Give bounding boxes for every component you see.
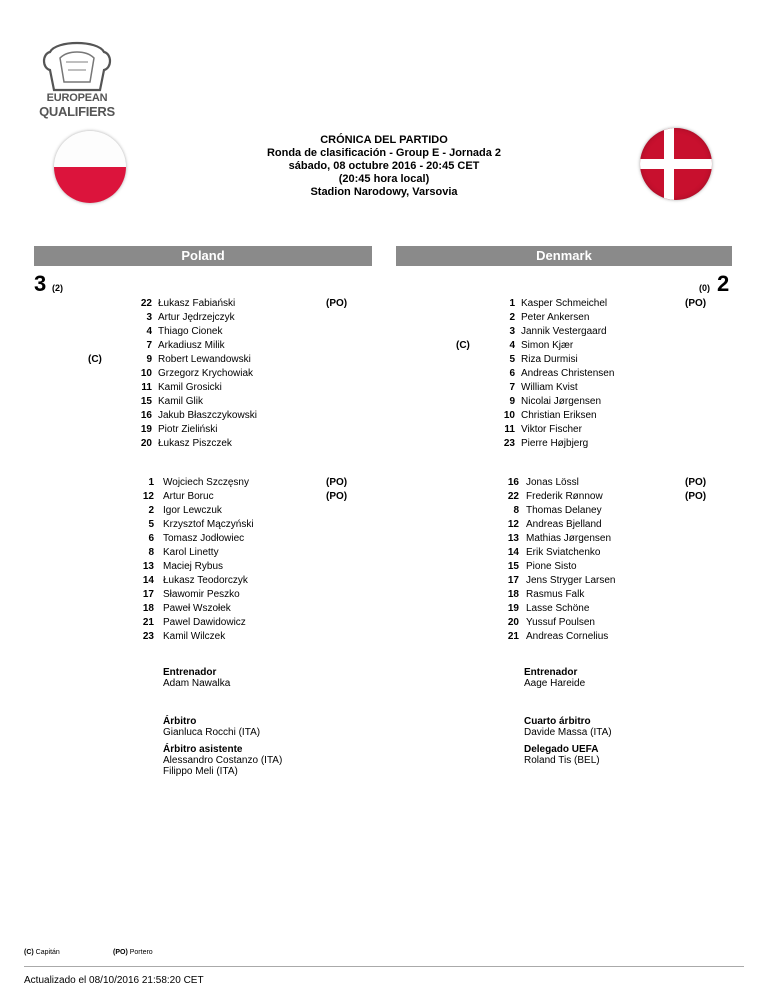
shirt-number: 3 — [146, 312, 152, 323]
away-halftime-score: (0) — [699, 283, 710, 293]
shirt-number: 21 — [142, 617, 154, 628]
player-name: Frederik Rønnow — [526, 491, 603, 502]
legend-gk-code: (PO) — [113, 949, 128, 956]
player-name: Erik Sviatchenko — [526, 547, 601, 558]
shirt-number: 16 — [140, 410, 152, 421]
away-coach-name: Aage Hareide — [524, 678, 586, 689]
shirt-number: 5 — [509, 354, 515, 365]
away-team-bar: Denmark — [396, 246, 732, 266]
shirt-number: 15 — [507, 561, 519, 572]
shirt-number: 6 — [148, 533, 154, 544]
position-marker: (PO) — [326, 477, 348, 488]
shirt-number: 12 — [507, 519, 519, 530]
match-header — [150, 134, 618, 199]
shirt-number: 22 — [507, 491, 519, 502]
denmark-flag-icon — [640, 128, 712, 200]
player-name: Łukasz Teodorczyk — [163, 575, 248, 586]
player-name: Kamil Grosicki — [158, 382, 222, 393]
legend-gk-text: Portero — [129, 949, 153, 956]
legend-goalkeeper — [113, 949, 153, 956]
fourth-official-name: Davide Massa (ITA) — [524, 727, 612, 738]
home-coach-block — [163, 667, 230, 689]
shirt-number: 13 — [142, 561, 154, 572]
uefa-qualifiers-logo — [38, 38, 116, 119]
shirt-number: 15 — [140, 396, 152, 407]
shirt-number: 4 — [146, 326, 152, 337]
player-name: Jens Stryger Larsen — [526, 575, 616, 586]
player-name: Łukasz Piszczek — [158, 438, 232, 449]
position-marker: (PO) — [326, 298, 348, 309]
player-name: Viktor Fischer — [521, 424, 582, 435]
player-name: Pawel Dawidowicz — [163, 617, 246, 628]
shirt-number: 13 — [507, 533, 519, 544]
shirt-number: 9 — [146, 354, 152, 365]
shirt-number: 11 — [141, 382, 152, 393]
player-name: Arkadiusz Milik — [158, 340, 225, 351]
player-name: Tomasz Jodłowiec — [163, 533, 245, 544]
away-coach-label: Entrenador — [524, 667, 578, 678]
assistant-referee-2: Filippo Meli (ITA) — [163, 766, 238, 777]
uefa-delegate-block — [524, 744, 600, 766]
shirt-number: 20 — [140, 438, 152, 449]
shirt-number: 18 — [507, 589, 519, 600]
player-name: Pierre Højbjerg — [521, 438, 589, 449]
player-name: Wojciech Szczęsny — [163, 477, 249, 488]
fourth-official-label: Cuarto árbitro — [524, 716, 591, 727]
player-name: Andreas Cornelius — [526, 631, 609, 642]
player-name: Thiago Cionek — [158, 326, 223, 337]
player-name: Christian Eriksen — [521, 410, 597, 421]
player-name: Sławomir Peszko — [163, 589, 240, 600]
shirt-number: 7 — [509, 382, 515, 393]
local-time: (20:45 hora local) — [338, 173, 430, 185]
poland-flag-icon — [54, 131, 126, 203]
shirt-number: 16 — [507, 477, 519, 488]
referee-block — [163, 716, 260, 738]
home-halftime-score: (2) — [52, 283, 63, 293]
shirt-number: 3 — [509, 326, 515, 337]
player-name: Mathias Jørgensen — [526, 533, 612, 544]
player-name: Andreas Bjelland — [526, 519, 602, 530]
player-name: Paweł Wszołek — [163, 603, 231, 614]
player-name: Rasmus Falk — [526, 589, 585, 600]
player-name: Karol Linetty — [163, 547, 219, 558]
shirt-number: 19 — [140, 424, 152, 435]
player-name: Piotr Zieliński — [158, 424, 218, 435]
shirt-number: 10 — [503, 410, 515, 421]
player-name: Pione Sisto — [526, 561, 577, 572]
legend-captain — [24, 949, 60, 956]
shirt-number: 4 — [509, 340, 515, 351]
report-title: CRÓNICA DEL PARTIDO — [320, 134, 448, 146]
captain-marker: (C) — [456, 340, 470, 351]
shirt-number: 19 — [507, 603, 519, 614]
player-name: Simon Kjær — [521, 340, 574, 351]
shirt-number: 14 — [507, 547, 519, 558]
player-name: Łukasz Fabiański — [158, 298, 236, 309]
fourth-official-block — [524, 716, 612, 738]
home-coach-label: Entrenador — [163, 667, 217, 678]
player-name: Yussuf Poulsen — [526, 617, 595, 628]
referee-label: Árbitro — [163, 716, 197, 727]
player-name: Kasper Schmeichel — [521, 298, 608, 309]
shirt-number: 9 — [509, 396, 515, 407]
uefa-delegate-name: Roland Tis (BEL) — [524, 755, 600, 766]
assistant-referee-block — [163, 744, 282, 777]
captain-marker: (C) — [88, 354, 102, 365]
position-marker: (PO) — [685, 298, 707, 309]
footer-divider — [24, 966, 744, 967]
position-marker: (PO) — [326, 491, 348, 502]
player-name: Jonas Lössl — [526, 477, 579, 488]
shirt-number: 12 — [142, 491, 154, 502]
uefa-delegate-label: Delegado UEFA — [524, 744, 599, 755]
player-name: Jakub Błaszczykowski — [158, 410, 257, 421]
player-name: Kamil Glik — [158, 396, 204, 407]
round-info: Ronda de clasificación - Group E - Jornada 2 — [266, 147, 502, 159]
player-name: Kamil Wilczek — [163, 631, 226, 642]
shirt-number: 14 — [142, 575, 154, 586]
home-team-bar: Poland — [34, 246, 372, 266]
player-name: Andreas Christensen — [521, 368, 615, 379]
home-coach-name: Adam Nawalka — [163, 678, 231, 689]
trophy-logo-icon — [38, 38, 116, 94]
venue: Stadion Narodowy, Varsovia — [310, 186, 458, 198]
legend-captain-code: (C) — [24, 949, 34, 956]
player-name: Thomas Delaney — [526, 505, 602, 516]
away-coach-block — [524, 667, 585, 689]
player-name: Jannik Vestergaard — [521, 326, 607, 337]
player-name: Krzysztof Mączyński — [163, 519, 254, 530]
assistant-referee-label: Árbitro asistente — [163, 744, 243, 755]
logo-line-2: QUALIFIERS — [39, 104, 115, 119]
shirt-number: 1 — [148, 477, 154, 488]
player-name: Peter Ankersen — [521, 312, 590, 323]
assistant-referee-1: Alessandro Costanzo (ITA) — [163, 755, 283, 766]
shirt-number: 20 — [507, 617, 519, 628]
player-name: Artur Boruc — [163, 491, 214, 502]
shirt-number: 2 — [509, 312, 515, 323]
player-name: Igor Lewczuk — [163, 505, 222, 516]
player-name: Nicolai Jørgensen — [521, 396, 602, 407]
last-updated: Actualizado el 08/10/2016 21:58:20 CET — [24, 975, 204, 986]
player-name: Artur Jędrzejczyk — [158, 312, 235, 323]
player-name: Robert Lewandowski — [158, 354, 251, 365]
shirt-number: 18 — [142, 603, 154, 614]
shirt-number: 2 — [148, 505, 154, 516]
shirt-number: 17 — [507, 575, 519, 586]
position-marker: (PO) — [685, 477, 707, 488]
player-name: Riza Durmisi — [521, 354, 578, 365]
away-score: 2 — [717, 271, 730, 296]
referee-name: Gianluca Rocchi (ITA) — [163, 727, 261, 738]
home-score: 3 — [34, 271, 47, 296]
shirt-number: 7 — [146, 340, 152, 351]
shirt-number: 23 — [142, 631, 154, 642]
player-name: Lasse Schöne — [526, 603, 590, 614]
logo-line-1: EUROPEAN — [46, 92, 108, 104]
shirt-number: 17 — [142, 589, 154, 600]
shirt-number: 1 — [509, 298, 515, 309]
shirt-number: 8 — [513, 505, 519, 516]
player-name: William Kvist — [521, 382, 578, 393]
shirt-number: 6 — [509, 368, 515, 379]
player-name: Grzegorz Krychowiak — [158, 368, 254, 379]
shirt-number: 5 — [148, 519, 154, 530]
position-marker: (PO) — [685, 491, 707, 502]
shirt-number: 23 — [503, 438, 515, 449]
player-name: Maciej Rybus — [163, 561, 224, 572]
legend-captain-text: Capitán — [35, 949, 60, 956]
shirt-number: 21 — [507, 631, 519, 642]
shirt-number: 8 — [148, 547, 154, 558]
match-datetime: sábado, 08 octubre 2016 - 20:45 CET — [288, 160, 480, 172]
shirt-number: 11 — [504, 424, 515, 435]
shirt-number: 22 — [140, 298, 152, 309]
shirt-number: 10 — [140, 368, 152, 379]
